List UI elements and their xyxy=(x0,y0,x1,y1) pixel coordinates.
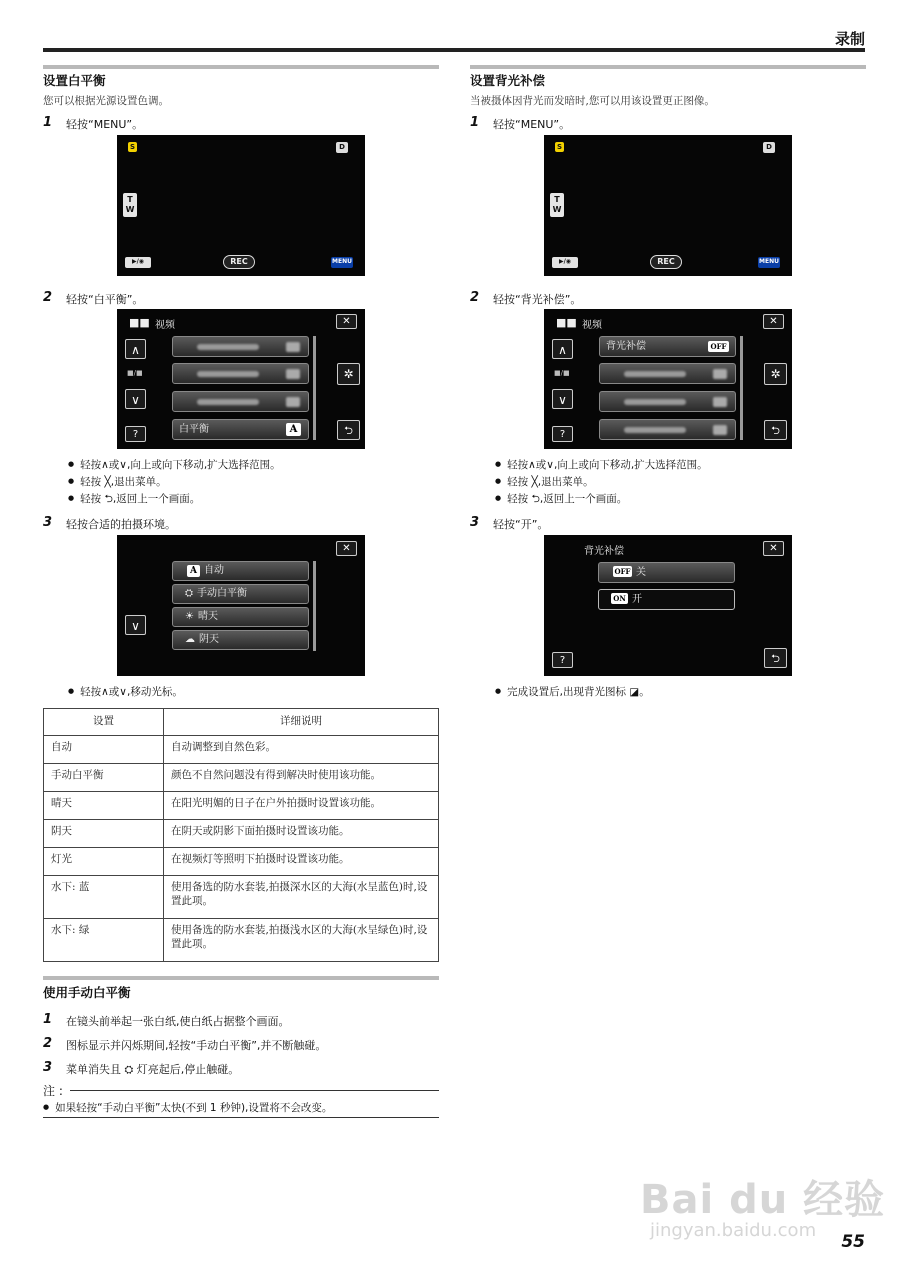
baidu-watermark-url: jingyan.baidu.com xyxy=(650,1220,817,1241)
options-header: 背光补偿 xyxy=(584,546,624,557)
wb-step-2-num: 2 xyxy=(43,290,53,305)
menu-item-blurred[interactable] xyxy=(172,391,309,412)
help-button[interactable]: ? xyxy=(552,426,573,442)
wb-option-auto[interactable] xyxy=(172,561,309,581)
menu-item-label: 白平衡 xyxy=(179,424,209,435)
table-cell: 水下: 绿 xyxy=(44,919,164,962)
off-badge: OFF xyxy=(708,341,729,352)
section-bar xyxy=(470,65,866,69)
page-number: 55 xyxy=(841,1232,865,1252)
section-bar xyxy=(43,65,439,69)
bl-step-2-text: 轻按“背光补偿”。 xyxy=(493,293,582,306)
wb-bullet: ● 轻按∧或∨,向上或向下移动,扩大选择范围。 xyxy=(68,457,281,472)
rec-button[interactable]: REC xyxy=(223,255,255,269)
zoom-tw-button[interactable]: T W xyxy=(550,193,564,217)
scrollbar[interactable] xyxy=(740,336,743,440)
menu-header: 视频 xyxy=(155,320,175,331)
option-on[interactable] xyxy=(598,589,735,610)
auto-icon: A xyxy=(187,565,200,577)
wb-bullet: ● 轻按 ⮌,返回上一个画面。 xyxy=(68,491,200,509)
camera-screen-backlight-options xyxy=(544,535,792,676)
table-cell: 在阳光明媚的日子在户外拍摄时设置该功能。 xyxy=(164,792,439,820)
close-icon[interactable]: ✕ xyxy=(763,314,784,329)
wb-option-label: 自动 xyxy=(204,565,224,576)
menu-item-blurred[interactable] xyxy=(599,391,736,412)
back-icon[interactable]: ⮌ xyxy=(337,420,360,440)
camera-screen-menu-backlight xyxy=(544,309,792,449)
menu-item-blurred[interactable] xyxy=(172,363,309,384)
note-text: ● 如果轻按“手动白平衡”太快(不到 1 秒钟),设置将不会改变。 xyxy=(43,1100,332,1115)
table-cell: 自动 xyxy=(44,736,164,764)
table-cell: 灯光 xyxy=(44,848,164,876)
menu-item-blurred[interactable] xyxy=(599,419,736,440)
zoom-tw-button[interactable]: T W xyxy=(123,193,137,217)
gear-icon[interactable]: ✲ xyxy=(764,363,787,385)
wb-option-manual[interactable] xyxy=(172,584,309,604)
back-icon[interactable]: ⮌ xyxy=(764,648,787,668)
bl-bullet: ● 完成设置后,出现背光图标 ◪。 xyxy=(495,684,650,699)
table-cell: 晴天 xyxy=(44,792,164,820)
menu-item-white-balance[interactable] xyxy=(172,419,309,440)
sun-icon: ☀ xyxy=(185,611,194,622)
manual-step-text: 在镜头前举起一张白纸,使白纸占据整个画面。 xyxy=(66,1015,290,1028)
bl-step-3-num: 3 xyxy=(470,515,480,530)
menu-button[interactable]: MENU xyxy=(758,257,780,268)
playback-button[interactable]: ▶/◉ xyxy=(552,257,578,268)
bl-bullet: ● 轻按 ⮌,返回上一个画面。 xyxy=(495,491,627,509)
wb-step-3-text: 轻按合适的拍摄环境。 xyxy=(66,518,176,531)
table-cell: 自动调整到自然色彩。 xyxy=(164,736,439,764)
playback-button[interactable]: ▶/◉ xyxy=(125,257,151,268)
baidu-watermark-logo: Bai du 经验 xyxy=(640,1177,886,1223)
manual-wb-icon: ⛭ xyxy=(185,588,193,599)
off-badge: OFF xyxy=(614,567,631,576)
manual-step-text: 菜单消失且 ⛭ 灯亮起后,停止触碰。 xyxy=(66,1063,240,1076)
scroll-down-button[interactable]: ∨ xyxy=(552,389,573,409)
table-row xyxy=(44,764,439,792)
mode-icon: S xyxy=(129,143,136,151)
note-rule xyxy=(43,1117,439,1118)
page-indicator: ■/■ xyxy=(554,369,570,377)
menu-button[interactable]: MENU xyxy=(331,257,353,268)
wb-step-2-text: 轻按“白平衡”。 xyxy=(66,293,144,306)
camera-screen-rec xyxy=(544,135,792,276)
back-icon[interactable]: ⮌ xyxy=(764,420,787,440)
wb-option-label: 阴天 xyxy=(199,634,219,645)
table-header-row xyxy=(44,709,439,736)
on-badge: ON xyxy=(611,593,628,604)
note-label: 注 : xyxy=(43,1084,63,1098)
scroll-down-button[interactable]: ∨ xyxy=(125,389,146,409)
bl-bullet: ● 轻按∧或∨,向上或向下移动,扩大选择范围。 xyxy=(495,457,708,472)
video-camera-icon: ■■ xyxy=(556,316,577,329)
help-button[interactable]: ? xyxy=(552,652,573,668)
scroll-down-button[interactable]: ∨ xyxy=(125,615,146,635)
bl-bullet: ● 轻按 ╳,退出菜单。 xyxy=(495,474,594,489)
menu-item-label: 背光补偿 xyxy=(606,341,646,352)
table-cell: 颜色不自然问题没有得到解决时使用该功能。 xyxy=(164,764,439,792)
wb-step-3-num: 3 xyxy=(43,515,53,530)
table-cell: 水下: 蓝 xyxy=(44,876,164,919)
table-row xyxy=(44,876,439,919)
table-cell: 使用备选的防水套装,拍摄浅水区的大海(水呈绿色)时,设置此项。 xyxy=(164,919,439,962)
video-camera-icon: ■■ xyxy=(129,316,150,329)
menu-item-blurred[interactable] xyxy=(172,336,309,357)
bl-step-1-num: 1 xyxy=(470,115,480,130)
scrollbar[interactable] xyxy=(313,561,316,651)
option-off[interactable] xyxy=(598,562,735,583)
scrollbar[interactable] xyxy=(313,336,316,440)
note-rule xyxy=(70,1090,439,1091)
wb-section-title: 设置白平衡 xyxy=(43,73,106,88)
wb-bullet: ● 轻按 ╳,退出菜单。 xyxy=(68,474,167,489)
manual-step-num: 2 xyxy=(43,1036,53,1051)
manual-step-num: 1 xyxy=(43,1012,53,1027)
wb-option-cloudy[interactable] xyxy=(172,630,309,650)
close-icon[interactable]: ✕ xyxy=(336,314,357,329)
mode-icon: S xyxy=(556,143,563,151)
quality-icon: D xyxy=(336,142,348,153)
rec-button[interactable]: REC xyxy=(650,255,682,269)
wb-option-label: 手动白平衡 xyxy=(197,588,247,599)
table-row xyxy=(44,848,439,876)
page-header-title: 录制 xyxy=(834,30,865,48)
table-cell: 在阴天或阴影下面拍摄时设置该功能。 xyxy=(164,820,439,848)
table-row xyxy=(44,820,439,848)
table-row xyxy=(44,792,439,820)
cloud-icon: ☁ xyxy=(185,634,195,645)
table-cell: 阴天 xyxy=(44,820,164,848)
table-cell: 使用备选的防水套装,拍摄深水区的大海(水呈蓝色)时,设置此项。 xyxy=(164,876,439,919)
table-cell: 手动白平衡 xyxy=(44,764,164,792)
camera-screen-rec xyxy=(117,135,365,276)
close-icon[interactable]: ✕ xyxy=(763,541,784,556)
option-label: 开 xyxy=(632,594,642,605)
menu-item-backlight[interactable] xyxy=(599,336,736,357)
menu-header: 视频 xyxy=(582,320,602,331)
menu-item-blurred[interactable] xyxy=(599,363,736,384)
camera-screen-wb-options xyxy=(117,535,365,676)
quality-icon: D xyxy=(763,142,775,153)
table-row xyxy=(44,736,439,764)
section-bar xyxy=(43,976,439,980)
option-label: 关 xyxy=(636,567,646,578)
manual-step-text: 图标显示并闪烁期间,轻按“手动白平衡”,并不断触碰。 xyxy=(66,1039,327,1052)
wb-option-label: 晴天 xyxy=(197,611,218,622)
help-button[interactable]: ? xyxy=(125,426,146,442)
auto-wb-icon: A xyxy=(286,423,301,436)
scroll-up-button[interactable]: ∧ xyxy=(125,339,146,359)
wb-step-1-num: 1 xyxy=(43,115,53,130)
table-row xyxy=(44,919,439,962)
table-header: 设置 xyxy=(44,709,164,736)
page-indicator: ■/■ xyxy=(127,369,143,377)
table-header: 详细说明 xyxy=(164,709,439,736)
bl-step-2-num: 2 xyxy=(470,290,480,305)
close-icon[interactable]: ✕ xyxy=(336,541,357,556)
wb-bullet: ● 轻按∧或∨,移动光标。 xyxy=(68,684,183,699)
wb-intro: 您可以根据光源设置色调。 xyxy=(43,95,169,107)
bl-step-1-text: 轻按“MENU”。 xyxy=(493,118,571,131)
bl-step-3-text: 轻按“开”。 xyxy=(493,518,549,531)
manual-step-num: 3 xyxy=(43,1060,53,1075)
wb-step-1-text: 轻按“MENU”。 xyxy=(66,118,144,131)
bl-section-title: 设置背光补偿 xyxy=(470,73,546,88)
header-rule xyxy=(43,48,865,52)
wb-option-sunny[interactable] xyxy=(172,607,309,627)
scroll-up-button[interactable]: ∧ xyxy=(552,339,573,359)
manual-wb-title: 使用手动白平衡 xyxy=(43,985,131,1000)
table-cell: 在视频灯等照明下拍摄时设置该功能。 xyxy=(164,848,439,876)
camera-screen-menu-wb xyxy=(117,309,365,449)
gear-icon[interactable]: ✲ xyxy=(337,363,360,385)
wb-settings-table xyxy=(43,708,439,962)
bl-intro: 当被摄体因背光而发暗时,您可以用该设置更正图像。 xyxy=(470,95,715,107)
